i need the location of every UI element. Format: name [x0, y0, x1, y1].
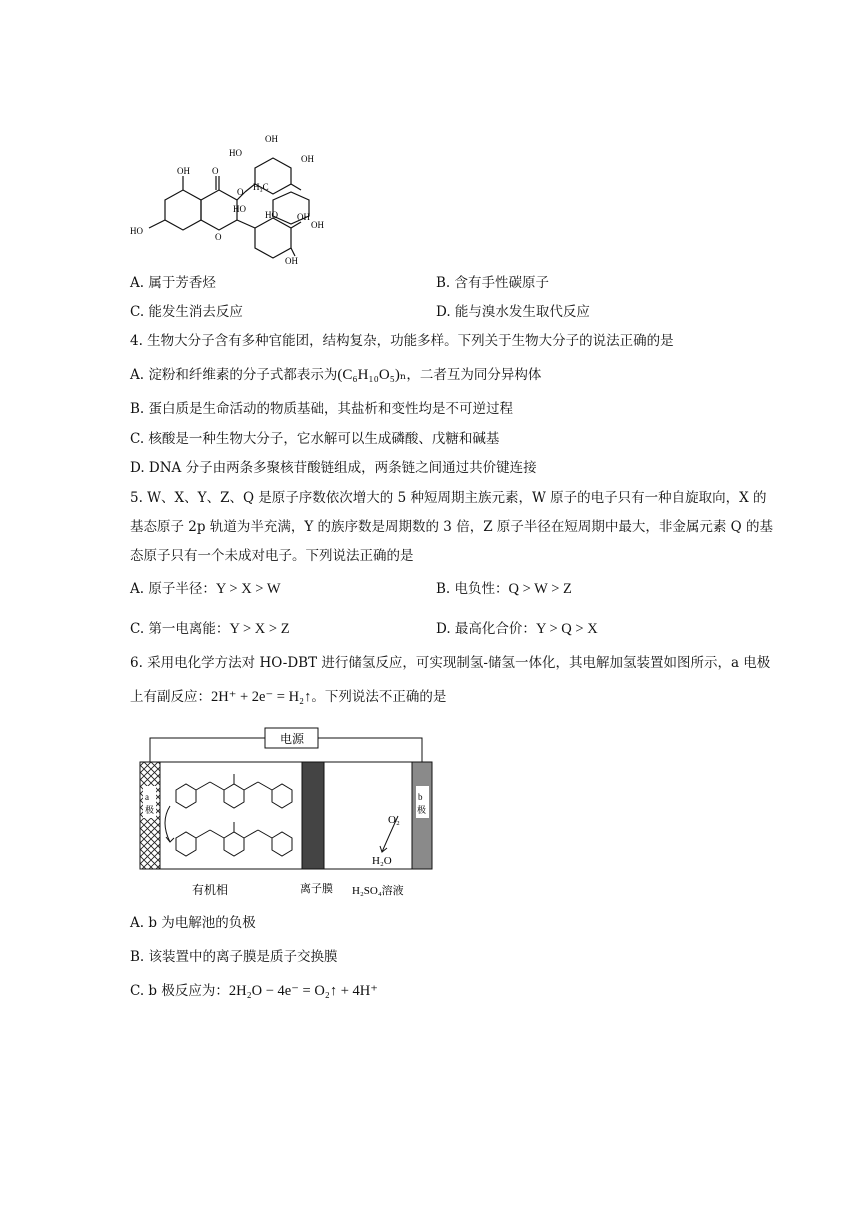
q5-line2: 基态原子 2p 轨道为半充满，Y 的族序数是周期数的 3 倍，Z 原子半径在短周期中最大，非金属元素 Q 的基	[130, 519, 774, 535]
q5-b-expr: Q > W > Z	[508, 581, 572, 597]
q5-d-expr: Y > Q > X	[535, 621, 598, 637]
sugar2-ho-label: HO	[233, 204, 246, 214]
q6-option-c	[130, 982, 378, 1000]
q4-option-c: C. 核酸是一种生物大分子，它水解可以生成磷酸、戊糖和碱基	[130, 431, 500, 447]
q5-option-b	[436, 580, 572, 598]
electrode-a-ji: 极	[145, 805, 155, 815]
q4-a-suffix: ，二者互为同分异构体	[406, 367, 542, 383]
q4-option-d: D. DNA 分子由两条多聚核苷酸链组成，两条链之间通过共价键连接	[130, 460, 537, 476]
q6-c-prefix: C. b 极反应为：	[130, 983, 229, 999]
q4-stem: 4. 生物大分子含有多种官能团，结构复杂，功能多样。下列关于生物大分子的说法正确的是	[130, 333, 674, 349]
q6-line1: 6. 采用电化学方法对 HO-DBT 进行储氢反应，可实现制氢-储氢一体化，其电解加氢装置如图所示，a 电极	[130, 655, 771, 671]
molecule-structure	[125, 128, 340, 268]
sugar-oh-label: OH	[301, 154, 314, 164]
q6-line2-expr: 2H⁺ + 2e⁻ = H₂↑	[211, 689, 312, 705]
q5-b-label: B. 电负性：	[436, 581, 509, 597]
q5-option-d	[436, 620, 598, 638]
q5-c-expr: Y > X > Z	[229, 621, 290, 637]
ion-membrane	[302, 762, 324, 869]
o2-label: O₂	[388, 814, 400, 826]
q3-option-a: A. 属于芳香烃	[130, 275, 216, 291]
solution-label: H₂SO₄溶液	[352, 885, 404, 897]
q5-option-a	[130, 580, 281, 598]
ring-o-label: O	[215, 232, 222, 242]
q4-a-prefix: A. 淀粉和纤维素的分子式都表示为	[130, 367, 338, 383]
q5-line1: 5. W、X、Y、Z、Q 是原子序数依次增大的 5 种短周期主族元素，W 原子的电子只有一种自旋取向，X 的	[130, 490, 767, 506]
q5-a-expr: Y > X > W	[215, 581, 281, 597]
membrane-label: 离子膜	[300, 883, 333, 895]
electrode-a-label: a	[145, 792, 149, 802]
q3-option-d: D. 能与溴水发生取代反应	[436, 304, 590, 320]
q4-option-a	[130, 366, 541, 384]
q5-line3: 态原子只有一个未成对电子。下列说法正确的是	[130, 548, 414, 564]
glycoside-o-label: O	[237, 187, 244, 197]
h2o-label: H₂O	[372, 855, 392, 867]
oh-label: OH	[177, 166, 190, 176]
electrolysis-diagram	[130, 720, 445, 905]
q5-option-c	[130, 620, 290, 638]
q5-c-label: C. 第一电离能：	[130, 621, 230, 637]
q5-a-label: A. 原子半径：	[130, 581, 216, 597]
q6-option-a: A. b 为电解池的负极	[130, 915, 256, 931]
sugar2-oh-label: OH	[311, 220, 324, 230]
q5-d-label: D. 最高化合价：	[436, 621, 536, 637]
q6-line2-prefix: 上有副反应：	[130, 689, 211, 705]
electrode-b-label: b	[418, 792, 423, 802]
carbonyl-o-label: O	[212, 166, 219, 176]
power-source-label: 电源	[280, 732, 305, 746]
q3-option-b: B. 含有手性碳原子	[436, 275, 550, 291]
electrode-b-ji: 极	[417, 805, 427, 815]
sugar2-ho-label: HO	[265, 210, 278, 220]
q3-option-c: C. 能发生消去反应	[130, 304, 243, 320]
sugar-ho-label: HO	[229, 148, 242, 158]
q6-line2-suffix: 。下列说法不正确的是	[311, 689, 447, 705]
q6-option-b: B. 该装置中的离子膜是质子交换膜	[130, 949, 338, 965]
ho-label: HO	[130, 226, 143, 236]
q6-c-expr: 2H₂O − 4e⁻ = O₂↑ + 4H⁺	[228, 983, 378, 999]
sugar-oh-label: OH	[265, 134, 278, 144]
q4-option-b: B. 蛋白质是生命活动的物质基础，其盐析和变性均是不可逆过程	[130, 401, 514, 417]
q4-a-formula: (C₆H₁₀O₅)ₙ	[337, 367, 407, 383]
organic-phase-label: 有机相	[192, 883, 229, 897]
methyl-label: H₃C	[253, 182, 269, 192]
b-ring-oh-label: OH	[297, 212, 310, 222]
b-ring-oh-label: OH	[285, 256, 298, 266]
q6-line2	[130, 688, 446, 706]
